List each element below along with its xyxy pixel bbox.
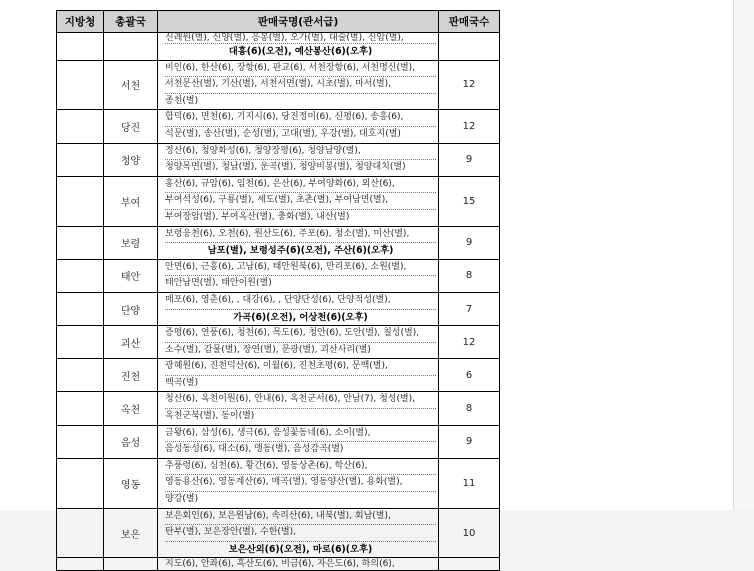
head-office-cell: 태안 — [104, 259, 158, 292]
sales-office-line: 탄부(별), 보은장안(별), 수한(별), — [165, 525, 436, 542]
sales-offices-cell — [158, 359, 439, 392]
vertical-scrollbar[interactable] — [733, 0, 754, 510]
table-row — [57, 359, 500, 392]
head-office-cell: 음성 — [104, 425, 158, 458]
table-row — [57, 326, 500, 359]
regional-office-cell — [57, 176, 104, 226]
sales-office-line: 금왕(6), 삼성(6), 생극(6), 음성꽃동네(6), 소이(별), — [165, 426, 436, 443]
sales-office-count-cell: 10 — [439, 508, 500, 558]
table-row — [57, 558, 500, 571]
head-office-cell: 당진 — [104, 110, 158, 143]
head-office-cell: 옥천 — [104, 392, 158, 425]
regional-office-cell — [57, 110, 104, 143]
sales-office-line: 소수(별), 감물(별), 장연(별), 문광(별), 괴산사리(별) — [165, 344, 371, 355]
sales-office-line: 보령웅천(6), 오천(6), 원산도(6), 주포(6), 청소(별), 미산(별), — [165, 227, 436, 244]
sales-office-line: 청양목면(별), 청남(별), 운곡(별), 청양비봉(별), 청양대치(별) — [165, 162, 406, 173]
sales-office-line: 태안남면(별), 태안이원(별) — [165, 278, 272, 289]
sales-office-line: 보은산외(6)(오전), 마로(6)(오후) — [228, 543, 373, 555]
sales-office-line: 안면(6), 근흥(6), 고남(6), 태안원북(6), 만리포(6), 소원(별), — [165, 260, 436, 277]
sales-offices-cell — [158, 326, 439, 359]
sales-offices-cell — [158, 226, 439, 259]
sales-office-line: 석문(별), 송산(별), 순성(별), 고대(별), 우강(별), 대호지(별) — [165, 128, 401, 139]
sales-offices-cell — [158, 176, 439, 226]
regional-office-cell — [57, 326, 104, 359]
table-header-row — [57, 11, 500, 33]
table-row — [57, 143, 500, 176]
sales-office-count-cell: 12 — [439, 60, 500, 110]
sales-office-count-cell: 8 — [439, 259, 500, 292]
sales-office-line: 종천(별) — [165, 95, 199, 106]
sales-offices-cell — [158, 259, 439, 292]
head-office-cell: 단양 — [104, 292, 158, 325]
regional-office-cell — [57, 425, 104, 458]
head-office-cell: 청양 — [104, 143, 158, 176]
sales-offices-cell — [158, 558, 439, 571]
head-office-cell — [104, 33, 158, 61]
sales-office-line: 합덕(6), 면천(6), 기지시(6), 당진정미(6), 신평(6), 송흥(6), — [165, 110, 436, 127]
sales-office-line: 음성동성(6), 대소(6), 맹동(별), 음성감곡(별) — [165, 444, 344, 455]
table-row — [57, 110, 500, 143]
sales-office-line: 영동용산(6), 영동계산(6), 매곡(별), 영동양산(별), 용화(별), — [165, 475, 436, 492]
regional-office-cell — [57, 359, 104, 392]
regional-office-cell — [57, 458, 104, 508]
sales-offices-cell — [158, 60, 439, 110]
sales-office-count-cell: 6 — [439, 359, 500, 392]
sales-office-line: 광혜원(6), 진천덕산(6), 이월(6), 진천초평(6), 문백(별), — [165, 359, 436, 376]
sales-office-count-cell: 12 — [439, 326, 500, 359]
head-office-cell: 보령 — [104, 226, 158, 259]
sales-office-line: 정산(6), 청양화성(6), 청양장평(6), 청양남양(별), — [165, 144, 436, 161]
sales-office-line: 홍산(6), 규암(6), 임천(6), 은산(6), 부여양화(6), 외산(6), — [165, 177, 436, 194]
header-head-office: 총괄국 — [104, 11, 158, 33]
sales-office-line: 증평(6), 연풍(6), 청천(6), 목도(6), 청안(6), 도안(별), 칠성(별), — [165, 326, 436, 343]
regional-office-cell — [57, 226, 104, 259]
table-row — [57, 458, 500, 508]
sales-office-count-cell: 9 — [439, 143, 500, 176]
table-row — [57, 425, 500, 458]
sales-office-count-cell: 9 — [439, 226, 500, 259]
sales-offices-cell — [158, 33, 439, 61]
head-office-cell: 괴산 — [104, 326, 158, 359]
table-row — [57, 60, 500, 110]
regional-office-cell — [57, 392, 104, 425]
sales-office-line: 대흥(6)(오전), 예산봉산(6)(오후) — [228, 46, 373, 57]
sales-offices-cell — [158, 143, 439, 176]
sales-office-line: 부여장암(별), 부여옥산(별), 충화(별), 내산(별) — [165, 211, 350, 222]
sales-office-line: 남포(별), 보령성주(6)(오전), 주산(6)(오후) — [207, 245, 394, 257]
head-office-cell: 서천 — [104, 60, 158, 110]
sales-office-table — [56, 10, 500, 571]
table-row — [57, 292, 500, 325]
sales-office-line: 서천문산(별), 기산(별), 서천서면(별), 시초(별), 마서(별), — [165, 77, 436, 94]
table-row — [57, 392, 500, 425]
table-row — [57, 508, 500, 558]
sales-office-count-cell: 7 — [439, 292, 500, 325]
regional-office-cell — [57, 259, 104, 292]
sales-office-line: 매포(6), 영춘(6), , 대강(6), , 단양단성(6), 단양적성(별), — [165, 293, 436, 310]
head-office-cell: 보은 — [104, 508, 158, 558]
sales-office-line: 옥천군북(별), 동이(별) — [165, 411, 255, 422]
sales-office-count-cell — [439, 33, 500, 61]
sales-offices-cell — [158, 292, 439, 325]
sales-office-line: 가곡(6)(오전), 어상천(6)(오후) — [233, 311, 368, 323]
sales-office-line: 청산(6), 옥천이원(6), 안내(6), 옥천군서(6), 안남(7), 청성(별), — [165, 392, 436, 409]
table-row — [57, 259, 500, 292]
sales-office-line: 지도(6), 안좌(6), 흑산도(6), 비금(6), 자은도(6), 하의(6), — [165, 559, 395, 570]
head-office-cell — [104, 558, 158, 571]
table-body — [57, 33, 500, 571]
regional-office-cell — [57, 508, 104, 558]
sales-office-line: 추풍령(6), 심천(6), 황간(6), 영동상촌(6), 학산(6), — [165, 459, 436, 476]
sales-office-count-cell: 8 — [439, 392, 500, 425]
table-row — [57, 176, 500, 226]
regional-office-cell — [57, 292, 104, 325]
sales-offices-cell — [158, 508, 439, 558]
sales-offices-cell — [158, 110, 439, 143]
sales-office-line: 부여석성(6), 구룡(별), 세도(별), 초촌(별), 부여남면(별), — [165, 193, 436, 210]
sales-office-line: 백곡(별) — [165, 377, 199, 388]
sales-office-line: 비인(6), 한산(6), 장항(6), 판교(6), 서천장항(6), 서천명신(별), — [165, 61, 436, 78]
sales-office-count-cell: 15 — [439, 176, 500, 226]
regional-office-cell — [57, 33, 104, 61]
sales-office-line: 신례원(별), 신양(별), 응봉(별), 오가(별), 대술(별), 신암(별), — [165, 33, 436, 44]
regional-office-cell — [57, 558, 104, 571]
regional-office-cell — [57, 143, 104, 176]
table-row — [57, 33, 500, 61]
sales-office-count-cell: 12 — [439, 110, 500, 143]
sales-office-count-cell: 9 — [439, 425, 500, 458]
sales-office-count-cell: 11 — [439, 458, 500, 508]
sales-office-line: 양강(별) — [165, 494, 199, 505]
sales-offices-cell — [158, 392, 439, 425]
sales-office-line: 보은회인(6), 보은원남(6), 속리산(6), 내북(별), 회남(별), — [165, 509, 436, 526]
regional-office-cell — [57, 60, 104, 110]
header-regional-office: 지방청 — [57, 11, 104, 33]
sales-offices-cell — [158, 458, 439, 508]
head-office-cell: 진천 — [104, 359, 158, 392]
sales-office-count-cell — [439, 558, 500, 571]
table-row — [57, 226, 500, 259]
head-office-cell: 부여 — [104, 176, 158, 226]
header-sales-office-count: 판매국수 — [439, 11, 500, 33]
sales-offices-cell — [158, 425, 439, 458]
head-office-cell: 영동 — [104, 458, 158, 508]
header-sales-office-name: 판매국명(관서급) — [158, 11, 439, 33]
